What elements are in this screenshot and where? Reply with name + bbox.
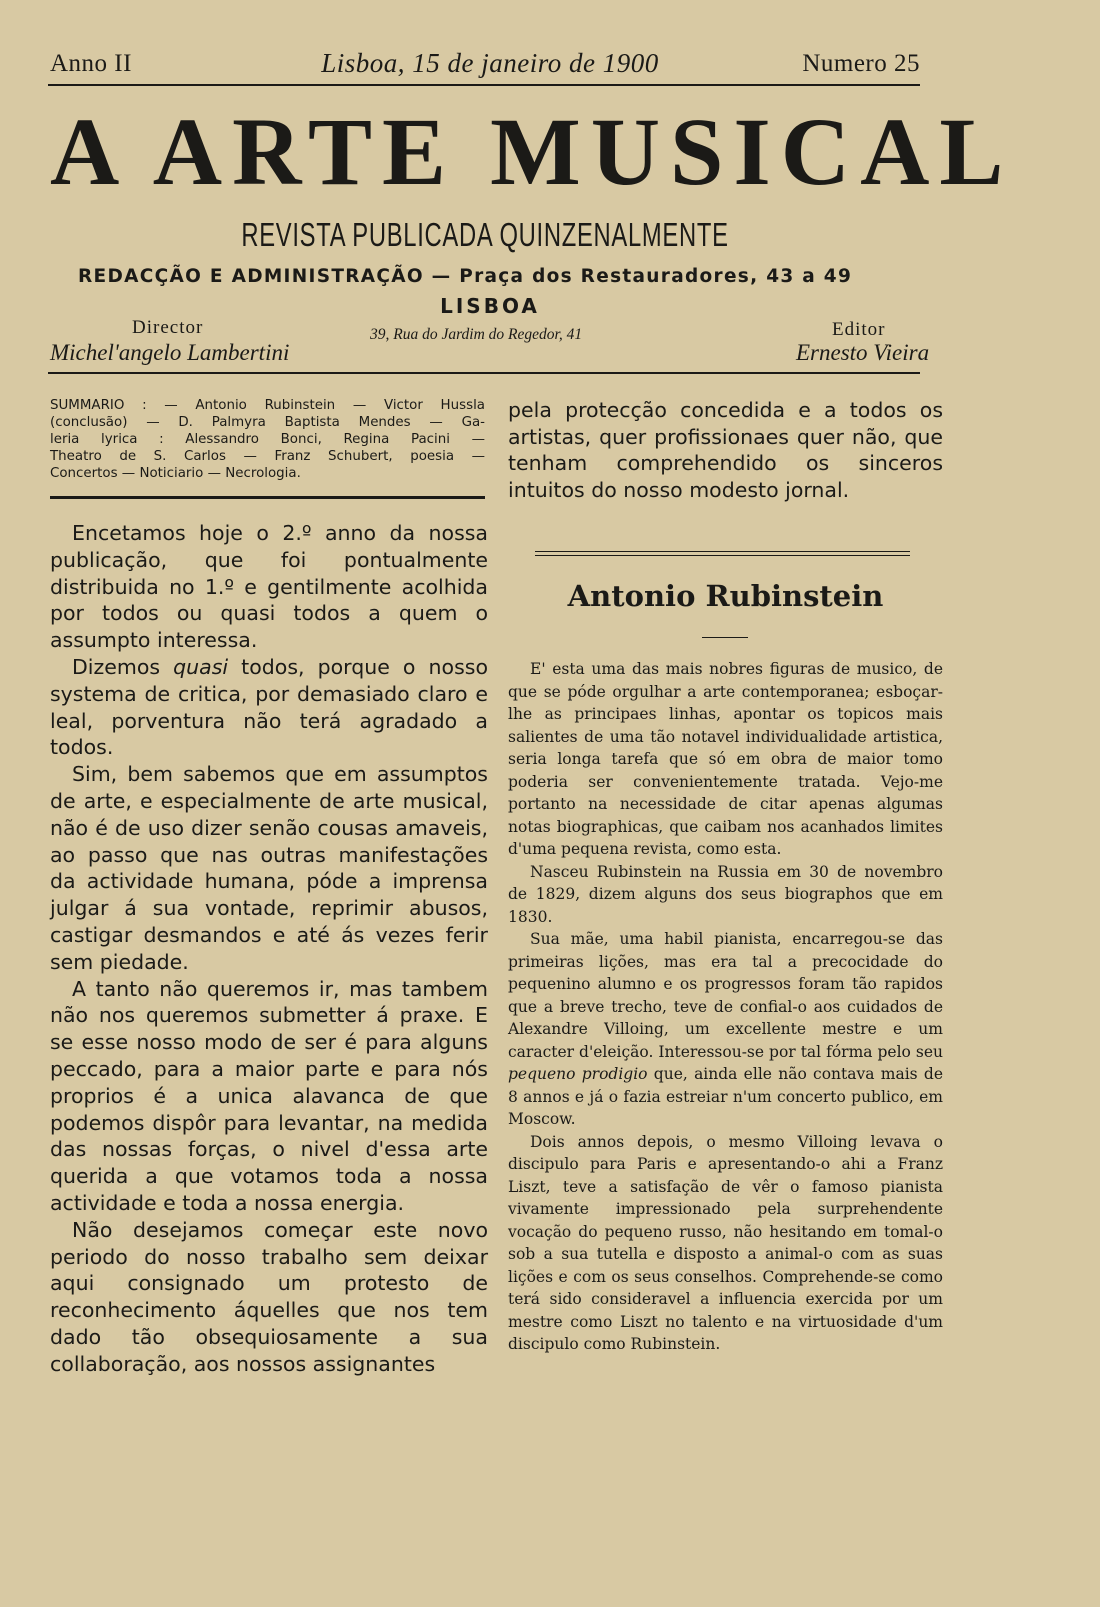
paragraph: Dizemos quasi todos, porque o nosso systema de critica, por demasiado claro e leal, porventura não terá agradado a todos.: [50, 654, 488, 760]
issue-header: [50, 50, 920, 84]
section-rule-bottom: [535, 555, 910, 556]
editor-name: Ernesto Vieira: [796, 340, 930, 365]
masthead-subtitle: REVISTA PUBLICADA QUINZENALMENTE: [241, 216, 729, 253]
paragraph: Dois annos depois, o mesmo Villoing levava o discipulo para Paris e apresentando-o ahi a Franz Liszt, teve a satisfação de vêr o famoso pianista vivamente impressionado pela surprehendente vocação do pequeno russo, não hesitando em tomal-o sob a sua tutella e disposto a animal-o com as suas lições e com os seus conselhos. Comprehende-se como terá sido consideravel a influencia exercida por um mestre como Liszt no talento e na virtuosidade d'um discipulo como Rubinstein.: [508, 1132, 943, 1353]
year-label: Anno II: [50, 50, 132, 77]
paragraph: A tanto não queremos ir, mas tambem não nos queremos submetter á praxe. E se esse nosso modo de ser é para alguns peccado, para a maior parte e para nós proprios é a unica alavanca de que podemos dispôr para levantar, na medida das nossas forças, o nivel d'essa arte querida a que votamos toda a nossa actividade e toda a nossa energia.: [50, 976, 488, 1215]
article-body: [508, 658, 943, 1356]
section-rule-top: [535, 551, 910, 552]
paragraph: Sua mãe, uma habil pianista, encarregou-se das primeiras lições, mas era tal a precocidade do pequenino alumno e os progressos foram tão rapidos que a breve trecho, teve de confial-o aos cuidados de Alexandre Villoing, um excellente mestre e um caracter d'eleição. Interessou-se por tal fórma pelo seu pequeno prodigio que, ainda elle não contava mais de 8 annos e já o fazia estreiar n'um concerto publico, em Moscow.: [508, 930, 943, 1128]
article-title: Antonio Rubinstein: [567, 579, 884, 613]
paragraph: Nasceu Rubinstein na Russia em 30 de novembro de 1829, dizem alguns dos seus biographos que em 1830.: [508, 862, 943, 926]
redaccao-line: REDACÇÃO E ADMINISTRAÇÃO — Praça dos Restauradores, 43 a 49: [78, 266, 853, 287]
summary-box: [50, 397, 485, 482]
city-name: LISBOA: [440, 294, 540, 318]
office-address: 39, Rua do Jardim do Regedor, 41: [370, 326, 583, 343]
director-name: Michel'angelo Lambertini: [50, 340, 290, 365]
header-rule: [48, 84, 920, 86]
issue-date: Lisboa, 15 de janeiro de 1900: [321, 48, 659, 78]
paragraph: Encetamos hoje o 2.º anno da nossa publicação, que foi pontualmente distribuida no 1.º e gentilmente acolhida por todos ou quasi todos a quem o assumpto interessa.: [50, 521, 488, 653]
issue-number: Numero 25: [802, 50, 920, 77]
summary-rule: [50, 496, 485, 499]
editorial-continuation: pela protecção concedida e a todos os artistas, quer profissionaes quer não, que tenham comprehendido os sinceros intuitos do nosso modesto jornal.: [508, 398, 943, 502]
masthead-rule: [48, 372, 920, 374]
editorial-column: [50, 520, 488, 1378]
title-rule: [702, 637, 748, 638]
paragraph: Não desejamos começar este novo periodo do nosso trabalho sem deixar aqui consignado um protesto de reconhecimento áquelles que nos tem dado tão obsequiosamente a sua collaboração, aos nossos assignantes: [50, 1217, 488, 1376]
summary-line: Concertos — Noticiario — Necrologia.: [50, 466, 301, 481]
director-label: Director: [132, 317, 204, 338]
editor-label: Editor: [832, 319, 886, 340]
summary-line: leria lyrica : Alessandro Bonci, Regina Pacini —: [50, 432, 485, 447]
masthead-title: A ARTE MUSICAL: [50, 98, 1014, 205]
summary-line: Theatro de S. Carlos — Franz Schubert, poesia —: [50, 449, 485, 464]
summary-line: SUMMARIO : — Antonio Rubinstein — Victor Hussla: [50, 398, 485, 413]
summary-line: (conclusão) — D. Palmyra Baptista Mendes — Ga-: [50, 415, 485, 430]
paragraph: Sim, bem sabemos que em assumptos de arte, e especialmente de arte musical, não é de uso dizer senão cousas amaveis, ao passo que nas outras manifestações da actividade humana, póde a imprensa julgar á sua vontade, reprimir abusos, castigar desmandos e até ás vezes ferir sem piedade.: [50, 762, 488, 974]
paragraph: E' esta uma das mais nobres figuras de musico, de que se póde orgulhar a arte contemporanea; esboçar-lhe as principaes linhas, apontar os topicos mais salientes de uma tão notavel individualidade artistica, seria longa tarefa que só em obra de maior tomo poderia ser convenientemente tratada. Vejo-me portanto na necessidade de citar apenas algumas notas biographicas, que caibam nos acanhados limites d'uma pequena revista, como esta.: [508, 660, 943, 858]
